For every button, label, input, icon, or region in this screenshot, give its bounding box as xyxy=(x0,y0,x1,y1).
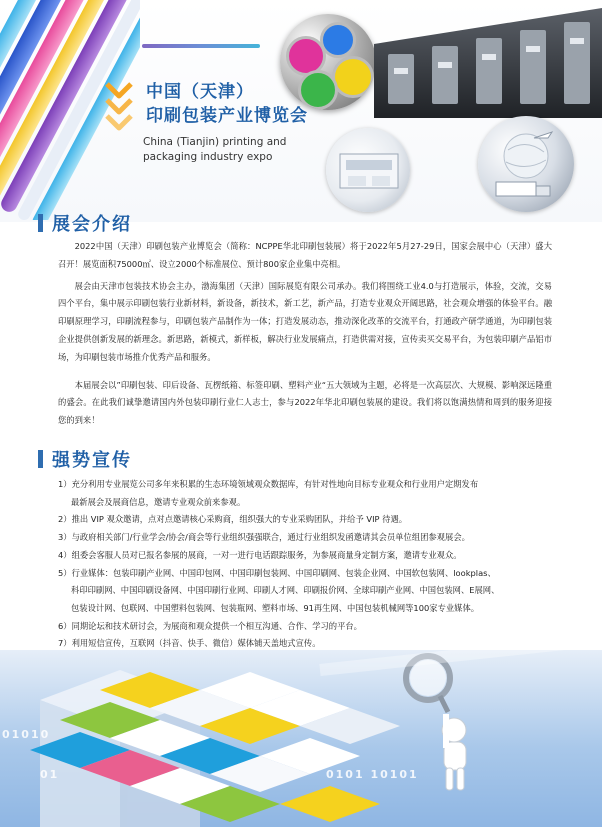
footer-banner xyxy=(0,650,602,827)
decorative-gradient-bar xyxy=(142,44,260,48)
hero-banner xyxy=(0,0,602,222)
binary-text: 01010 xyxy=(2,728,51,741)
binary-text: 01 xyxy=(40,768,60,781)
printing-press-image xyxy=(374,8,602,118)
globe-logistics-image xyxy=(478,116,574,212)
binary-text: 0101 10101 xyxy=(326,768,419,781)
list-item-continuation: 最新展会及展商信息，邀请专业观众前来参观。 xyxy=(71,496,246,507)
promo-section-heading xyxy=(38,446,132,472)
list-item: 5）行业媒体：包装印刷产业网、中国印包网、中国印刷包装网、中国印刷网、包装企业网、中国软包装网、lookplas、 xyxy=(58,567,496,578)
intro-section-heading xyxy=(38,210,132,236)
cubes-illustration xyxy=(0,650,602,827)
list-item-continuation: 科印印刷网、中国印刷设备网、中国印刷行业网、印刷人才网、印刷报价网、全球印刷产业网、中国包装网、E展网、 xyxy=(71,585,500,596)
promo-heading-text: 强势宣传 xyxy=(52,450,132,471)
promo-list xyxy=(58,476,558,653)
list-item: 1）充分利用专业展览公司多年来积累的生态环境领域观众数据库，有针对性地向目标专业观众和行业用户定期发布 xyxy=(58,479,479,489)
expo-title-cn-line2: 印刷包装产业博览会 xyxy=(146,106,308,126)
expo-title-cn-line1: 中国（天津） xyxy=(146,82,254,102)
list-item: 4）组委会客服人员对已报名参展的展商，一对一进行电话跟踪服务，为参展商量身定制方案，邀请专业观众。 xyxy=(58,549,462,560)
intro-paragraph: 2022中国（天津）印刷包装产业博览会（简称：NCPPE华北印刷包装展）将于2022年5月27-29日，国家会展中心（天津）盛大召开！展览面积75000㎡、设立2000个标准展位、预计800家企业集中亮相。 xyxy=(58,241,552,269)
heading-accent-bar xyxy=(38,214,43,232)
list-item: 6）同期论坛和技术研讨会，为展商和观众提供一个相互沟通、合作、学习的平台。 xyxy=(58,620,362,631)
list-item: 3）与政府相关部门/行业学会/协会/商会等行业组织强强联合，通过行业组织发函邀请其会员单位组团参观展会。 xyxy=(58,532,470,543)
heading-accent-bar xyxy=(38,450,43,468)
expo-title-en-line2: packaging industry expo xyxy=(143,151,273,163)
intro-body xyxy=(58,238,552,430)
paint-cans-image xyxy=(280,14,376,110)
chevron-down-icon xyxy=(104,78,134,134)
intro-heading-text: 展会介绍 xyxy=(52,214,132,235)
list-item: 2）推出 VIP 观众邀请，点对点邀请核心采购商，组织强大的专业采购团队，并给予 VIP 待遇。 xyxy=(58,514,408,525)
list-item-continuation: 包装设计网、包联网、中国塑料包装网、包装瓶网、塑料市场、91再生网、中国包装机械网等100家专业媒体。 xyxy=(71,602,480,613)
printing-machine-image xyxy=(326,128,410,212)
expo-title-cn xyxy=(146,80,308,128)
expo-title-en xyxy=(143,135,286,165)
intro-paragraph: 展会由天津市包装技术协会主办，渤海集团（天津）国际展览有限公司承办。我们将围绕工业4.0与打造展示，体验，交流，交易四个平台，集中展示印刷包装行业新材料，新设备，新技术，新工艺，新产品，打造专业观众开阔思路，社会观众增强的体验平台。融印刷原理学习，印刷流程参与，印刷包装产品制作为一体；打造发展动态，推动深化改革的交流平台，打通政产研学通道，为印刷包装企业提供创新发展的新理念。新思路，新模式，新样板，解决行业发展痛点，打造供需对接，宣传卖买交易平台，为包装印刷产品铝市场，为印刷包装市场推介优秀产品和服务。 xyxy=(58,280,552,362)
expo-title-en-line1: China (Tianjin) printing and xyxy=(143,136,287,148)
intro-paragraph: 本届展会以”印刷包装、印后设备、瓦楞纸箱、标签印刷、塑料产业“五大领域为主题，必将是一次高层次、大规模、影响深远隆重的盛会。在此我们诚挚邀请国内外包装印刷行业仁人志士，参与2022年华北印刷包装展的建设。我们将以饱满热情和周到的服务迎接您的到来！ xyxy=(58,379,552,426)
list-item: 7）利用短信宣传，互联网（抖音、快手、微信）媒体铺天盖地式宣传。 xyxy=(58,638,321,649)
